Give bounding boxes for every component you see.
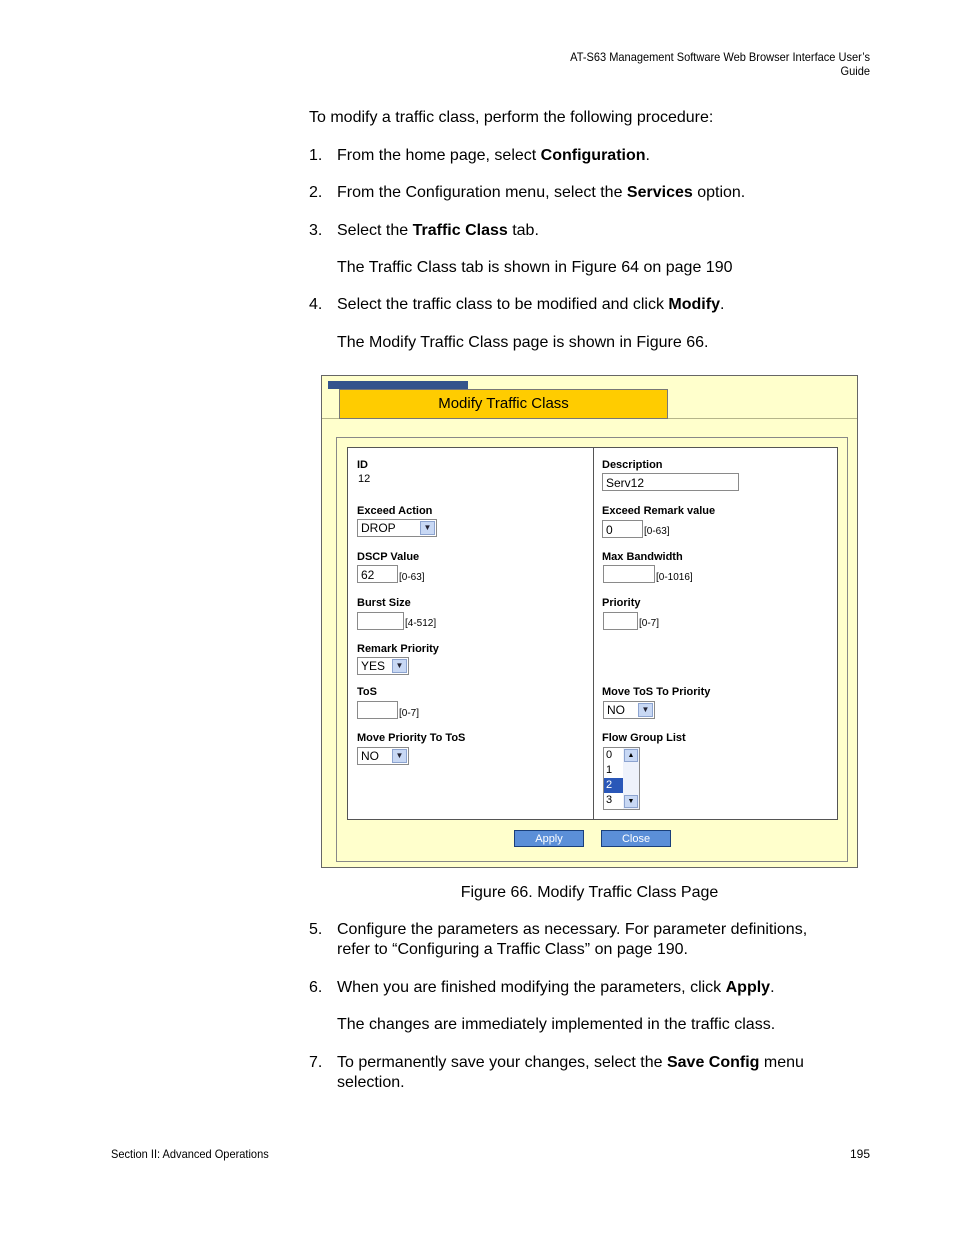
- step-number: 7.: [309, 1054, 323, 1071]
- burst-size-range: [4-512]: [405, 618, 437, 629]
- tos-input[interactable]: [357, 701, 398, 719]
- step-7: [337, 1053, 857, 1093]
- step-text: .: [645, 147, 650, 164]
- step-5: [337, 920, 857, 960]
- step-number: 3.: [309, 222, 323, 239]
- step-number: 5.: [309, 921, 323, 938]
- tab-modify-traffic-class[interactable]: Modify Traffic Class: [339, 389, 668, 419]
- scrollbar[interactable]: [623, 748, 639, 809]
- step-3-note: The Traffic Class tab is shown in Figure 64 on page 190: [337, 259, 733, 276]
- list-option[interactable]: 3: [606, 794, 613, 806]
- selected-value: NO: [607, 703, 625, 717]
- chevron-down-icon[interactable]: ▼: [420, 521, 435, 535]
- dscp-value-label: DSCP Value: [357, 551, 420, 563]
- step-text: .: [719, 296, 725, 313]
- max-bandwidth-label: Max Bandwidth: [602, 551, 683, 563]
- intro-text: To modify a traffic class, perform the following procedure:: [309, 109, 714, 126]
- exceed-remark-range: [0-63]: [644, 526, 670, 537]
- step-2: [337, 183, 857, 203]
- figure-caption: Figure 66. Modify Traffic Class Page: [460, 884, 719, 901]
- id-value: 12: [358, 473, 371, 485]
- remark-priority-select[interactable]: [357, 657, 409, 675]
- priority-input[interactable]: [603, 612, 638, 630]
- footer-section: Section II: Advanced Operations: [111, 1147, 269, 1161]
- max-bandwidth-input[interactable]: [603, 565, 655, 583]
- page-number: 195: [849, 1147, 870, 1161]
- chevron-down-icon[interactable]: ▼: [392, 749, 407, 763]
- step-text: Configure the parameters as necessary. For parameter definitions,: [337, 921, 808, 938]
- step-text: .: [770, 979, 775, 996]
- description-input[interactable]: Serv12: [602, 473, 739, 491]
- exceed-action-select[interactable]: [357, 519, 437, 537]
- move-tos-to-priority-label: Move ToS To Priority: [602, 686, 711, 698]
- selected-value: YES: [361, 659, 386, 673]
- column-divider: [593, 447, 594, 820]
- step-text: To permanently save your changes, select the: [337, 1054, 667, 1071]
- step-keyword: Modify: [668, 296, 720, 313]
- list-option[interactable]: 0: [606, 749, 613, 761]
- scroll-down-icon[interactable]: ▼: [624, 795, 638, 808]
- modify-traffic-class-figure: [321, 375, 858, 868]
- step-keyword: Configuration: [540, 147, 646, 164]
- step-3: [337, 221, 857, 241]
- step-keyword: Services: [626, 184, 693, 201]
- burst-size-label: Burst Size: [357, 597, 411, 609]
- step-6: [337, 978, 857, 998]
- selected-value: DROP: [361, 521, 396, 535]
- step-text: Select the traffic class to be modified and click: [337, 296, 669, 313]
- exceed-remark-label: Exceed Remark value: [602, 505, 716, 517]
- max-bandwidth-range: [0-1016]: [656, 572, 693, 583]
- exceed-action-label: Exceed Action: [357, 505, 433, 517]
- step-4-note: The Modify Traffic Class page is shown in Figure 66.: [337, 334, 709, 351]
- dscp-value-input[interactable]: 62: [357, 565, 398, 583]
- selected-value: NO: [361, 749, 379, 763]
- description-label: Description: [602, 459, 663, 471]
- running-header: AT-S63 Management Software Web Browser Interface User’s Guide: [570, 50, 870, 78]
- priority-label: Priority: [602, 597, 641, 609]
- step-number: 1.: [309, 147, 323, 164]
- tos-range: [0-7]: [399, 708, 420, 719]
- step-text: From the home page, select: [337, 147, 541, 164]
- step-text: tab.: [507, 222, 539, 239]
- step-text: From the Configuration menu, select the: [337, 184, 627, 201]
- step-text: Select the: [337, 222, 413, 239]
- exceed-remark-input[interactable]: 0: [602, 520, 643, 538]
- list-option[interactable]: 1: [606, 764, 613, 776]
- step-number: 6.: [309, 979, 323, 996]
- step-number: 2.: [309, 184, 323, 201]
- step-text: option.: [692, 184, 746, 201]
- priority-range: [0-7]: [639, 618, 660, 629]
- step-text: When you are finished modifying the parameters, click: [337, 979, 726, 996]
- burst-size-input[interactable]: [357, 612, 404, 630]
- apply-button[interactable]: Apply: [514, 830, 584, 847]
- move-priority-to-tos-label: Move Priority To ToS: [357, 732, 466, 744]
- step-1: [337, 146, 857, 166]
- step-6-note: The changes are immediately implemented in the traffic class.: [337, 1016, 776, 1033]
- step-keyword: Apply: [725, 979, 771, 996]
- step-keyword: Traffic Class: [412, 222, 508, 239]
- flow-group-listbox[interactable]: [603, 747, 640, 810]
- step-4: [337, 295, 857, 315]
- list-option-selected[interactable]: 2: [604, 778, 623, 793]
- step-keyword: Save Config: [666, 1054, 760, 1071]
- step-text: selection.: [337, 1074, 405, 1091]
- flow-group-list-label: Flow Group List: [602, 732, 686, 744]
- id-label: ID: [357, 459, 368, 471]
- move-priority-to-tos-select[interactable]: [357, 747, 409, 765]
- step-number: 4.: [309, 296, 323, 313]
- remark-priority-label: Remark Priority: [357, 643, 439, 655]
- chevron-down-icon[interactable]: ▼: [638, 703, 653, 717]
- chevron-down-icon[interactable]: ▼: [392, 659, 407, 673]
- scroll-up-icon[interactable]: ▲: [624, 749, 638, 762]
- tos-label: ToS: [357, 686, 377, 698]
- dscp-range: [0-63]: [399, 572, 425, 583]
- move-tos-to-priority-select[interactable]: [603, 701, 655, 719]
- close-button[interactable]: Close: [601, 830, 671, 847]
- tab-strip: [328, 381, 468, 389]
- step-text: refer to “Configuring a Traffic Class” on page 190.: [337, 941, 688, 958]
- step-text: menu: [759, 1054, 804, 1071]
